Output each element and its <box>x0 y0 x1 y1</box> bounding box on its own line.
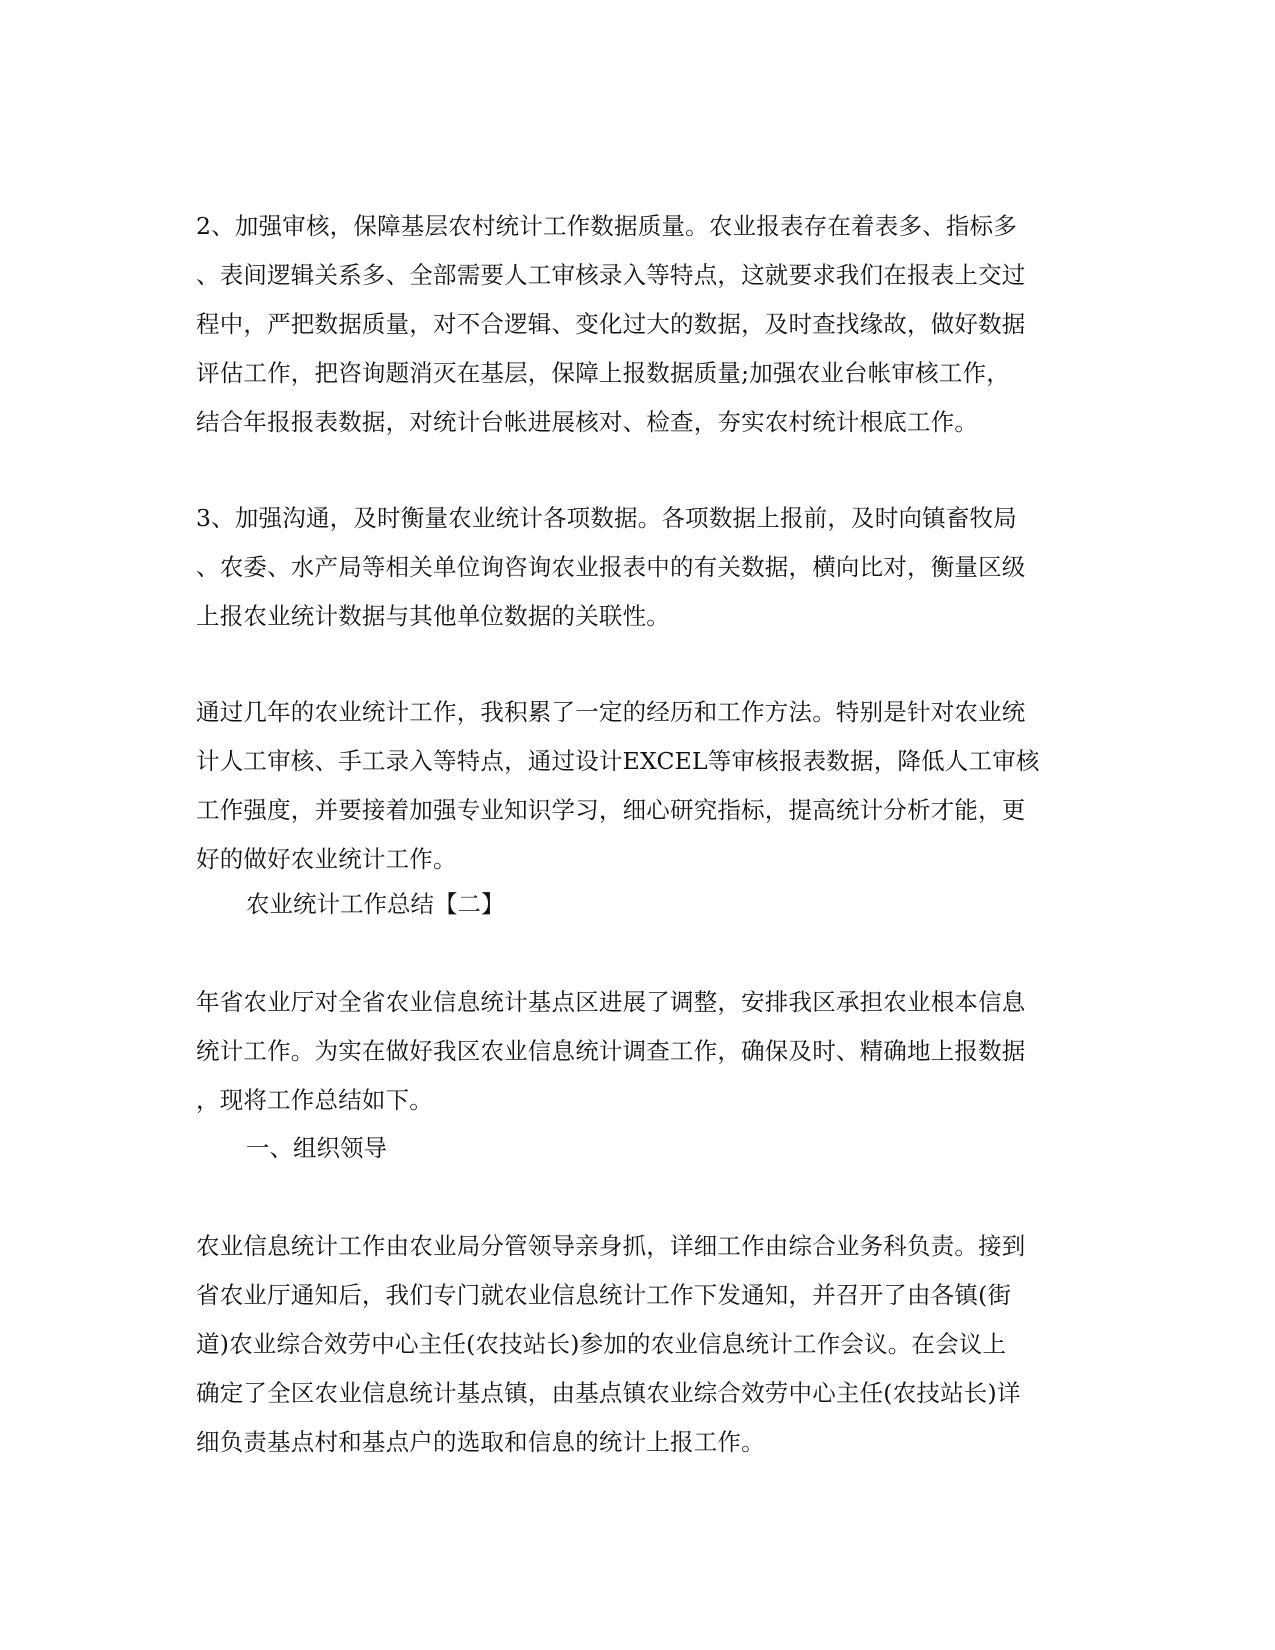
paragraph-experience-summary <box>196 688 1076 884</box>
text-line: 省农业厅通知后，我们专门就农业信息统计工作下发通知，并召开了由各镇(街 <box>196 1281 1012 1309</box>
text-line: 确定了全区农业信息统计基点镇，由基点镇农业综合效劳中心主任(农技站长)详 <box>196 1379 1021 1407</box>
text-line: 3、加强沟通，及时衡量农业统计各项数据。各项数据上报前，及时向镇畜牧局 <box>196 504 1017 532</box>
text-line: 2、加强审核，保障基层农村统计工作数据质量。农业报表存在着表多、指标多 <box>196 212 1017 240</box>
text-line: 通过几年的农业统计工作，我积累了一定的经历和工作方法。特别是针对农业统 <box>196 698 1026 726</box>
text-line: 评估工作，把咨询题消灭在基层，保障上报数据质量;加强农业台帐审核工作， <box>196 359 1010 387</box>
text-line: 程中，严把数据质量，对不合逻辑、变化过大的数据，及时查找缘故，做好数据 <box>196 310 1026 338</box>
text-line: 上报农业统计数据与其他单位数据的关联性。 <box>196 602 670 630</box>
text-line: ，现将工作总结如下。 <box>196 1086 433 1114</box>
text-line: 工作强度，并要接着加强专业知识学习，细心研究指标，提高统计分析才能，更 <box>196 796 1026 824</box>
text-line: 、农委、水产局等相关单位询咨询农业报表中的有关数据，横向比对，衡量区级 <box>196 553 1026 581</box>
text-line: 细负责基点村和基点户的选取和信息的统计上报工作。 <box>196 1428 765 1456</box>
paragraph-introduction <box>196 978 1076 1125</box>
paragraph-communication <box>196 494 1076 641</box>
section-heading-organization: 一、组织领导 <box>246 1134 387 1162</box>
text-line: 好的做好农业统计工作。 <box>196 845 457 873</box>
paragraph-data-review <box>196 202 1076 447</box>
text-line: 结合年报报表数据，对统计台帐进展核对、检查，夯实农村统计根底工作。 <box>196 408 979 436</box>
text-line: 计人工审核、手工录入等特点，通过设计EXCEL等审核报表数据，降低人工审核 <box>196 747 1040 775</box>
paragraph-organization <box>196 1222 1076 1467</box>
text-line: 、表间逻辑关系多、全部需要人工审核录入等特点，这就要求我们在报表上交过 <box>196 261 1026 289</box>
text-line: 年省农业厅对全省农业信息统计基点区进展了调整，安排我区承担农业根本信息 <box>196 988 1026 1016</box>
text-line: 农业信息统计工作由农业局分管领导亲身抓，详细工作由综合业务科负责。接到 <box>196 1232 1026 1260</box>
text-line: 统计工作。为实在做好我区农业信息统计调查工作，确保及时、精确地上报数据 <box>196 1037 1026 1065</box>
text-line: 道)农业综合效劳中心主任(农技站长)参加的农业信息统计工作会议。在会议上 <box>196 1330 1007 1358</box>
section-heading-part-two: 农业统计工作总结【二】 <box>246 890 505 918</box>
